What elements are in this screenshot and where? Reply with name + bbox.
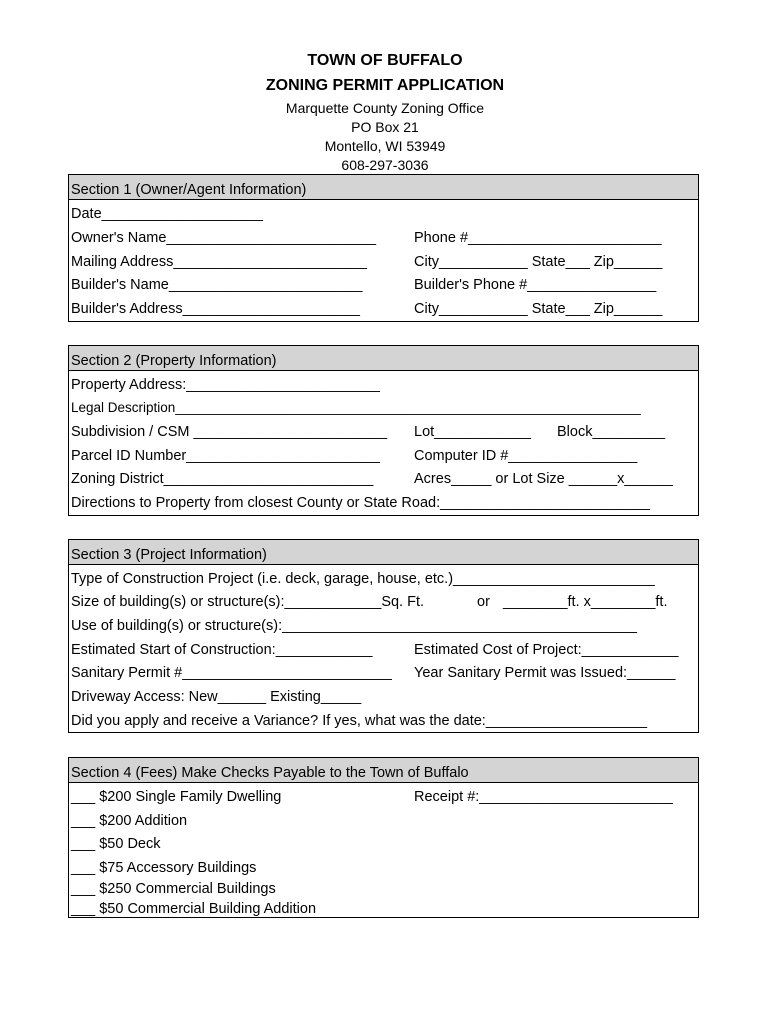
variance-field[interactable]: Did you apply and receive a Variance? If yes, what was the date:____________________ xyxy=(71,713,648,729)
fee-addition-checkbox[interactable]: ___ $200 Addition xyxy=(71,813,188,829)
section-1-owner-agent xyxy=(68,174,699,322)
legal-description-field[interactable]: Legal Description______________________________________________________________ xyxy=(71,400,641,415)
section-2-property xyxy=(68,345,699,516)
form-subtitle: ZONING PERMIT APPLICATION xyxy=(265,77,505,94)
form-title: TOWN OF BUFFALO xyxy=(307,52,463,69)
fee-commercial-addition-checkbox[interactable]: ___ $50 Commercial Building Addition xyxy=(71,901,317,917)
building-dimensions-field[interactable]: ________ft. x________ft. xyxy=(503,594,668,610)
section-4-title: Section 4 (Fees) Make Checks Payable to the Town of Buffalo xyxy=(71,765,469,781)
section-3-title: Section 3 (Project Information) xyxy=(71,547,267,563)
section-1-title: Section 1 (Owner/Agent Information) xyxy=(71,182,307,198)
estimated-cost-field[interactable]: Estimated Cost of Project:____________ xyxy=(414,642,679,658)
directions-field[interactable]: Directions to Property from closest County or State Road:__________________________ xyxy=(71,495,650,511)
sanitary-year-field[interactable]: Year Sanitary Permit was Issued:______ xyxy=(414,665,676,681)
date-field[interactable]: Date____________________ xyxy=(71,206,263,222)
fee-commercial-buildings-checkbox[interactable]: ___ $250 Commercial Buildings xyxy=(71,881,276,897)
section-2-title: Section 2 (Property Information) xyxy=(71,353,277,369)
construction-type-field[interactable]: Type of Construction Project (i.e. deck, garage, house, etc.)_________________________ xyxy=(71,571,655,587)
builder-phone-field[interactable]: Builder's Phone #________________ xyxy=(414,277,657,293)
fee-accessory-buildings-checkbox[interactable]: ___ $75 Accessory Buildings xyxy=(71,860,257,876)
building-use-field[interactable]: Use of building(s) or structure(s):____________________________________________ xyxy=(71,618,637,634)
section-4-fees xyxy=(68,757,699,918)
zoning-district-field[interactable]: Zoning District__________________________ xyxy=(71,471,374,487)
section-3-project xyxy=(68,539,699,733)
parcel-id-field[interactable]: Parcel ID Number________________________ xyxy=(71,448,380,464)
block-field[interactable]: Block_________ xyxy=(557,424,666,440)
builder-city-state-zip-field[interactable]: City___________ State___ Zip______ xyxy=(414,301,663,317)
mailing-city-state-zip-field[interactable]: City___________ State___ Zip______ xyxy=(414,254,663,270)
office-phone: 608-297-3036 xyxy=(341,157,429,173)
office-city: Montello, WI 53949 xyxy=(324,138,446,154)
fee-deck-checkbox[interactable]: ___ $50 Deck xyxy=(71,836,161,852)
builder-address-field[interactable]: Builder's Address______________________ xyxy=(71,301,360,317)
building-size-field[interactable]: Size of building(s) or structure(s):____________Sq. Ft. xyxy=(71,594,425,610)
sanitary-permit-field[interactable]: Sanitary Permit #__________________________ xyxy=(71,665,392,681)
office-name: Marquette County Zoning Office xyxy=(285,100,485,116)
owner-phone-field[interactable]: Phone #________________________ xyxy=(414,230,662,246)
office-pobox: PO Box 21 xyxy=(351,119,419,135)
builder-name-field[interactable]: Builder's Name________________________ xyxy=(71,277,363,293)
fee-single-family-checkbox[interactable]: ___ $200 Single Family Dwelling xyxy=(71,789,282,805)
estimated-start-field[interactable]: Estimated Start of Construction:____________ xyxy=(71,642,373,658)
computer-id-field[interactable]: Computer ID #________________ xyxy=(414,448,638,464)
subdivision-csm-field[interactable]: Subdivision / CSM ________________________ xyxy=(71,424,388,440)
owner-name-field[interactable]: Owner's Name__________________________ xyxy=(71,230,377,246)
or-label: or xyxy=(477,594,490,610)
property-address-field[interactable]: Property Address:________________________ xyxy=(71,377,380,393)
driveway-access-field[interactable]: Driveway Access: New______ Existing_____ xyxy=(71,689,362,705)
receipt-number-field[interactable]: Receipt #:________________________ xyxy=(414,789,673,805)
mailing-address-field[interactable]: Mailing Address________________________ xyxy=(71,254,367,270)
acres-lot-size-field[interactable]: Acres_____ or Lot Size ______x______ xyxy=(414,471,673,487)
lot-field[interactable]: Lot____________ xyxy=(414,424,531,440)
